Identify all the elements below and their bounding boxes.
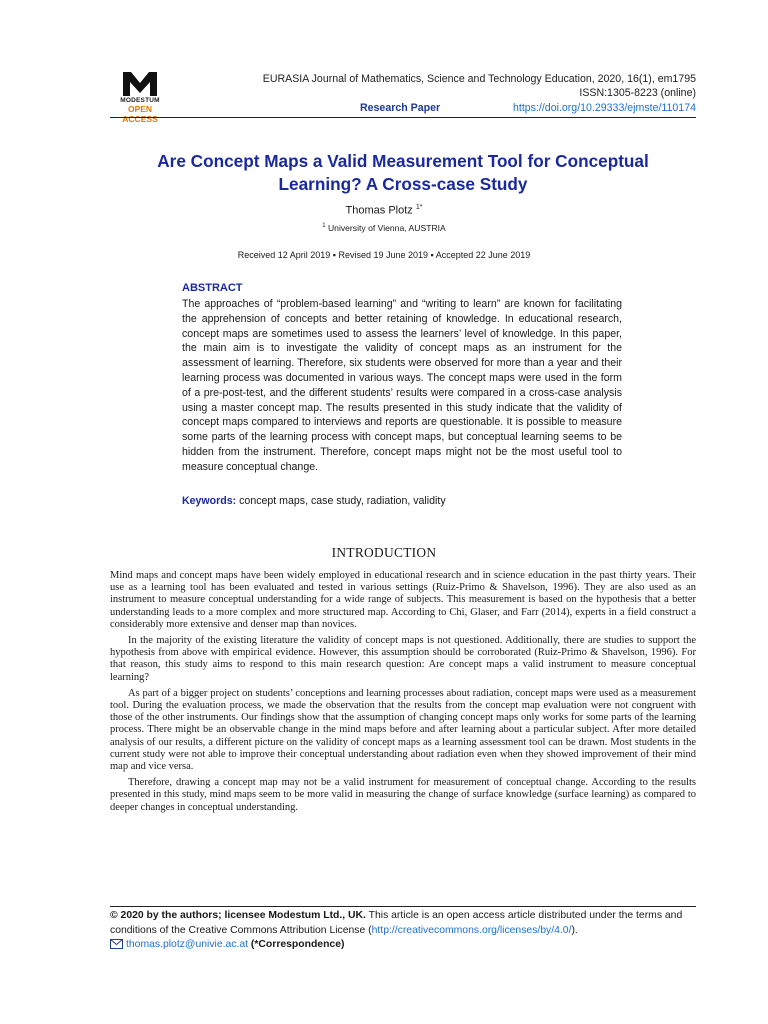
copyright-notice xyxy=(110,909,696,938)
affiliation xyxy=(0,223,768,233)
paragraph-3: As part of a bigger project on students’ conceptions and learning processes about radiation, concept maps were used as a measurement tool. During the evaluation process, we made the observation that the results from the concept map evaluation were not congruent with those of the other instruments. Our findings show that the assumption of changing concept maps only works for some parts of the learning process. There might be an observable change in the mind maps before and after learning about a particular subject. After more detailed analysis of our results, a different picture on the validity of concept maps as a learning assessment tool can be drawn. Most students in the current study were not able to improve their conceptual understanding about radiation even when they showed improvement of their mind map and vice versa. xyxy=(110,687,696,773)
author-name: Thomas Plotz xyxy=(345,204,413,217)
envelope-icon xyxy=(110,939,123,949)
abstract-text: The approaches of “problem-based learning” and “writing to learn” are known for facilitating the apprehension of concepts and better retaining of knowledge. In educational research, concept maps are sometimes used to assess the learners’ level of knowledge. In this paper, the main aim is to investigate the validity of concept maps as an instrument for the assessment of learning. Therefore, six students were observed for more than a year and their learning process was documented in various ways. The concept maps were used in the form of a pre-post-test, and the different students’ results were compared in a cross-case analysis using a master concept map. The results presented in this study indicate that the validity of concept maps compared to interviews and reports are questionable. It is possible to measure some parts of the learning process with concept maps, but conceptual learning seems to be hidden from the instrument. Therefore, concept maps might not be the most useful tool to measure conceptual change. xyxy=(182,298,622,473)
correspondence-label: (*Correspondence) xyxy=(248,939,345,951)
publisher-name: MODESTUM xyxy=(120,97,160,104)
article-title xyxy=(110,150,696,196)
author xyxy=(0,204,768,217)
modestum-m-icon xyxy=(121,70,159,96)
title-line-2: Learning? A Cross-case Study xyxy=(278,174,528,194)
doi-link[interactable]: https://doi.org/10.29333/ejmste/110174 xyxy=(513,102,696,114)
copyright-text-1: This article is an open access article distributed under the terms and conditions of the Creative Commons Attribution License ( xyxy=(110,910,683,936)
affiliation-text: University of Vienna, AUSTRIA xyxy=(327,223,446,233)
introduction-heading: INTRODUCTION xyxy=(331,545,437,560)
header-rule xyxy=(110,117,696,118)
header-line-3 xyxy=(360,102,696,114)
abstract-heading: ABSTRACT xyxy=(182,282,243,294)
license-link[interactable]: http://creativecommons.org/licenses/by/4.0/ xyxy=(371,924,572,936)
paragraph-4: Therefore, drawing a concept map may not be a valid instrument for measurement of conceptual change. According to the results presented in this study, mind maps seem to be more valid in measuring the change of surface knowledge (surface learning) as compared to deeper changes in conceptual understanding. xyxy=(110,777,696,813)
issn: ISSN:1305-8223 (online) xyxy=(579,87,696,99)
paragraph-1: Mind maps and concept maps have been widely employed in educational research and in science education in the past thirty years. Their use as a learning tool has been evaluated and tested in various settings (Ruiz-Primo & Shavelson, 1996). They are also used as an instrument to measure conceptual understanding for a wide range of subjects. This measurement is based on the hypothesis that a better understanding leads to a more complex and more structured map. According to Chi, Glaser, and Farr (2014), experts in a field construct a considerably more extensive and denser map than novices. xyxy=(110,570,696,630)
footer-rule xyxy=(110,906,696,907)
paragraph-2: In the majority of the existing literature the validity of concept maps is not questioned. Additionally, there are studies to support the hypothesis from above with empirical evidence. However, this assumption should be corroborated (Ruiz-Primo & Shavelson, 1996). For that reason, this study aims to respond to this main research question: Are concept maps a valid instrument to measure conceptual learning? xyxy=(110,635,696,683)
paper-type: Research Paper xyxy=(360,102,441,114)
footer-notice xyxy=(110,909,696,953)
publisher-logo xyxy=(110,70,170,124)
author-sup: 1* xyxy=(415,204,423,211)
keywords-label: Keywords: xyxy=(182,495,237,507)
keywords-list: concept maps, case study, radiation, validity xyxy=(239,495,446,507)
introduction-body xyxy=(110,570,696,818)
open-access-label: OPEN ACCESS xyxy=(122,104,158,124)
title-line-1: Are Concept Maps a Valid Measurement Tool for Conceptual xyxy=(157,151,649,171)
journal-line: EURASIA Journal of Mathematics, Science and Technology Education, 2020, 16(1), em1795 xyxy=(262,73,696,85)
affiliation-sup: 1 xyxy=(322,223,326,230)
keywords xyxy=(182,495,446,507)
copyright-text-2: ). xyxy=(571,924,578,936)
email-link[interactable]: thomas.plotz@univie.ac.at xyxy=(126,939,249,951)
article-dates: Received 12 April 2019 ▪ Revised 19 June 2019 ▪ Accepted 22 June 2019 xyxy=(237,250,531,260)
correspondence-line xyxy=(110,938,696,953)
copyright-bold: © 2020 by the authors; licensee Modestum Ltd., UK. xyxy=(110,910,366,921)
